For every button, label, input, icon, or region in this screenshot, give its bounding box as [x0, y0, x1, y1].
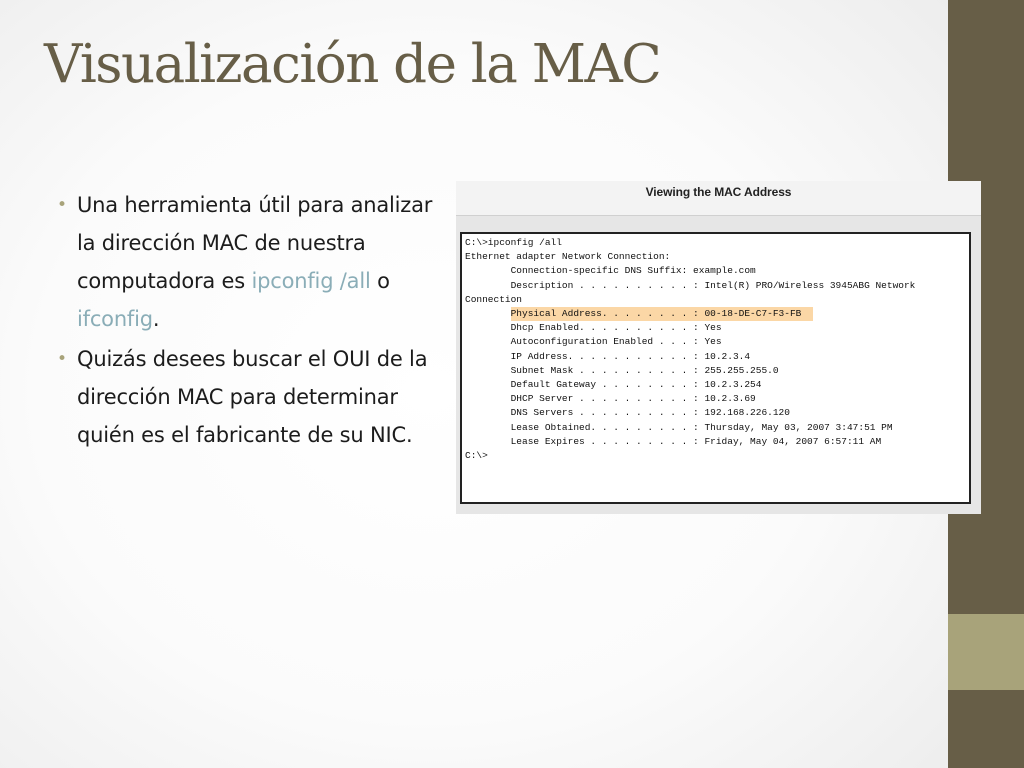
mac-address-figure — [456, 181, 981, 513]
terminal-line: DHCP Server . . . . . . . . . . : 10.2.3.69 — [465, 393, 756, 405]
bullet-item — [57, 340, 442, 454]
bullet-period: . — [152, 307, 160, 331]
figure-caption: Viewing the MAC Address — [645, 185, 792, 199]
ifconfig-link[interactable]: ifconfig — [77, 307, 153, 331]
terminal-line: Default Gateway . . . . . . . . : 10.2.3.254 — [465, 379, 762, 391]
terminal-line: Autoconfiguration Enabled . . . : Yes — [465, 336, 722, 348]
bullet-item — [57, 186, 442, 338]
bullet-dot-icon: • — [57, 195, 67, 215]
terminal-line: Dhcp Enabled. . . . . . . . . . : Yes — [465, 322, 722, 334]
figure-frame — [456, 215, 981, 514]
terminal-line: Subnet Mask . . . . . . . . . . : 255.255.255.0 — [465, 364, 779, 376]
bullet-list — [57, 186, 442, 456]
bullet-text: Quizás desees buscar el OUI de la dirección MAC para determinar quién es el fabricante de su NIC. — [77, 347, 428, 447]
terminal-line: C:\>ipconfig /all — [465, 237, 562, 248]
terminal-window — [460, 232, 971, 504]
terminal-line — [465, 307, 966, 321]
side-accent-block — [948, 614, 1024, 690]
terminal-line: Lease Expires . . . . . . . . . : Friday, May 04, 2007 6:57:11 AM — [465, 435, 882, 447]
terminal-line: DNS Servers . . . . . . . . . . : 192.168.226.120 — [465, 407, 790, 419]
bullet-dot-icon: • — [57, 349, 67, 369]
physical-address-highlight: Physical Address. . . . . . . . : 00-18-DE-C7-F3-FB — [511, 307, 814, 321]
terminal-line: Lease Obtained. . . . . . . . . : Thursday, May 03, 2007 3:47:51 PM — [465, 421, 893, 433]
terminal-line: Description . . . . . . . . . . : Intel(R) PRO/Wireless 3945ABG Network — [465, 279, 916, 291]
terminal-line: IP Address. . . . . . . . . . . : 10.2.3.4 — [465, 350, 751, 362]
slide-title: Visualización de la MAC — [44, 34, 661, 95]
bullet-connector: o — [370, 269, 390, 293]
terminal-line: Ethernet adapter Network Connection: — [465, 251, 671, 263]
terminal-line: C:\> — [465, 450, 488, 462]
bullet-text: Una herramienta útil para analizar la dirección MAC de nuestra computadora es — [77, 193, 433, 293]
terminal-line: Connection-specific DNS Suffix: example.com — [465, 265, 756, 277]
ipconfig-link[interactable]: ipconfig /all — [251, 269, 371, 293]
terminal-line: Connection — [465, 293, 523, 305]
